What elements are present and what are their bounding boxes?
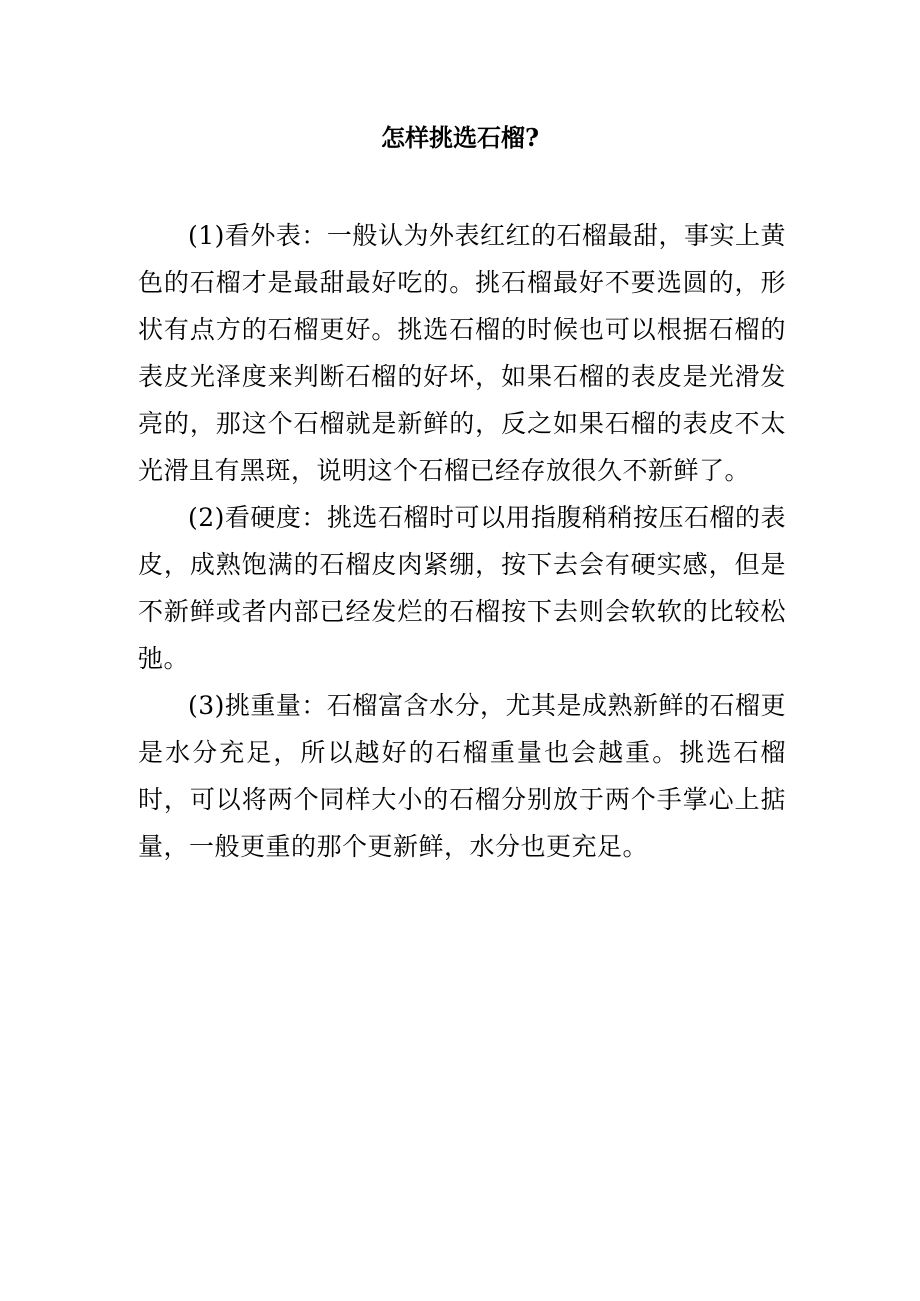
document-body	[138, 212, 786, 870]
paragraph-appearance: (1)看外表：一般认为外表红红的石榴最甜，事实上黄色的石榴才是最甜最好吃的。挑石榴最好不要选圆的，形状有点方的石榴更好。挑选石榴的时候也可以根据石榴的表皮光泽度来判断石榴的好坏，如果石榴的表皮是光滑发亮的，那这个石榴就是新鲜的，反之如果石榴的表皮不太光滑且有黑斑，说明这个石榴已经存放很久不新鲜了。	[138, 221, 786, 485]
page-title: 怎样挑选石榴?	[380, 123, 540, 152]
paragraph-firmness: (2)看硬度：挑选石榴时可以用指腹稍稍按压石榴的表皮，成熟饱满的石榴皮肉紧绷，按下去会有硬实感，但是不新鲜或者内部已经发烂的石榴按下去则会软软的比较松弛。	[138, 503, 786, 673]
paragraph-weight: (3)挑重量：石榴富含水分，尤其是成熟新鲜的石榴更是水分充足，所以越好的石榴重量也会越重。挑选石榴时，可以将两个同样大小的石榴分别放于两个手掌心上掂量，一般更重的那个更新鲜，水分也更充足。	[138, 691, 786, 861]
